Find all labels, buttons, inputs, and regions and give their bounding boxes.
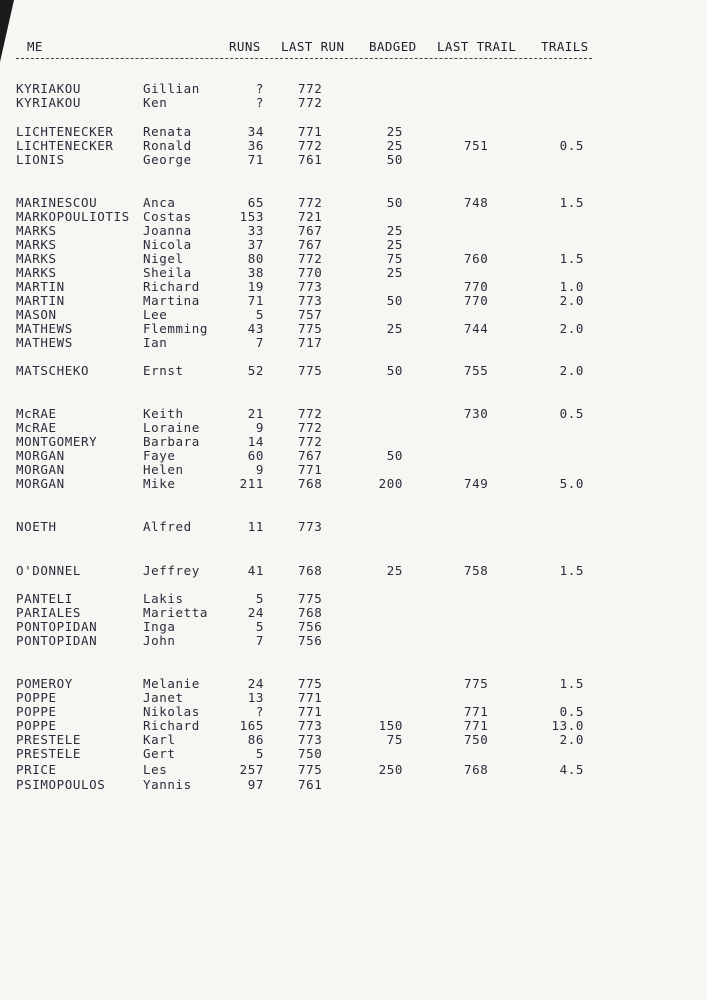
table-row <box>0 280 707 294</box>
last-trail-cell: 758 <box>464 563 489 578</box>
last-trail-cell: 770 <box>464 293 489 308</box>
first-name-cell: Alfred <box>143 519 192 534</box>
header-last-trail: LAST TRAIL <box>437 39 517 54</box>
table-row <box>0 364 707 378</box>
first-name-cell: Melanie <box>143 676 200 691</box>
table-row <box>0 82 707 96</box>
first-name-cell: Ken <box>143 95 168 110</box>
runs-cell: 60 <box>247 448 264 463</box>
last-name-cell: MASON <box>16 307 57 322</box>
trails-cell: 2.0 <box>559 293 584 308</box>
badged-cell: 25 <box>386 124 403 139</box>
header-last-run: LAST RUN <box>281 39 345 54</box>
runs-cell: 24 <box>247 605 264 620</box>
runs-cell: 211 <box>239 476 264 491</box>
last-run-cell: 761 <box>298 777 323 792</box>
runs-cell: 257 <box>239 762 264 777</box>
last-trail-cell: 744 <box>464 321 489 336</box>
last-trail-cell: 771 <box>464 718 489 733</box>
table-row <box>0 620 707 634</box>
last-run-cell: 761 <box>298 152 323 167</box>
last-name-cell: POPPE <box>16 704 57 719</box>
runs-cell: 80 <box>247 251 264 266</box>
last-trail-cell: 749 <box>464 476 489 491</box>
last-name-cell: POMEROY <box>16 676 73 691</box>
first-name-cell: Costas <box>143 209 192 224</box>
last-run-cell: 768 <box>298 605 323 620</box>
last-name-cell: MORGAN <box>16 448 65 463</box>
badged-cell: 75 <box>386 732 403 747</box>
last-name-cell: PRESTELE <box>16 732 82 747</box>
badged-cell: 50 <box>386 448 403 463</box>
last-name-cell: PRESTELE <box>16 746 82 761</box>
last-run-cell: 772 <box>298 195 323 210</box>
first-name-cell: Barbara <box>143 434 200 449</box>
first-name-cell: Marietta <box>143 605 209 620</box>
trails-cell: 1.5 <box>559 676 584 691</box>
last-run-cell: 767 <box>298 223 323 238</box>
last-name-cell: McRAE <box>16 420 57 435</box>
table-row <box>0 96 707 110</box>
badged-cell: 150 <box>378 718 403 733</box>
first-name-cell: Renata <box>143 124 192 139</box>
table-row <box>0 252 707 266</box>
badged-cell: 75 <box>386 251 403 266</box>
last-trail-cell: 768 <box>464 762 489 777</box>
runs-cell: ? <box>255 81 264 96</box>
last-name-cell: MORGAN <box>16 476 65 491</box>
runs-cell: 41 <box>247 563 264 578</box>
last-run-cell: 773 <box>298 279 323 294</box>
last-name-cell: MARINESCOU <box>16 195 98 210</box>
badged-cell: 50 <box>386 293 403 308</box>
badged-cell: 50 <box>386 152 403 167</box>
table-row <box>0 322 707 336</box>
first-name-cell: Karl <box>143 732 176 747</box>
runs-cell: ? <box>255 95 264 110</box>
runs-cell: 38 <box>247 265 264 280</box>
runs-cell: 97 <box>247 777 264 792</box>
runs-cell: 19 <box>247 279 264 294</box>
last-run-cell: 773 <box>298 718 323 733</box>
last-name-cell: MARKS <box>16 237 57 252</box>
trails-cell: 13.0 <box>551 718 584 733</box>
runs-cell: 9 <box>255 462 264 477</box>
badged-cell: 25 <box>386 265 403 280</box>
badged-cell: 25 <box>386 223 403 238</box>
runs-cell: 24 <box>247 676 264 691</box>
first-name-cell: Ernst <box>143 363 184 378</box>
first-name-cell: Mike <box>143 476 176 491</box>
last-run-cell: 756 <box>298 633 323 648</box>
runs-cell: 5 <box>255 591 264 606</box>
table-row <box>0 763 707 777</box>
first-name-cell: Jeffrey <box>143 563 200 578</box>
last-run-cell: 771 <box>298 462 323 477</box>
last-run-cell: 767 <box>298 237 323 252</box>
trails-cell: 1.5 <box>559 563 584 578</box>
last-trail-cell: 750 <box>464 732 489 747</box>
table-row <box>0 308 707 322</box>
runs-cell: 7 <box>255 633 264 648</box>
last-run-cell: 757 <box>298 307 323 322</box>
last-run-cell: 756 <box>298 619 323 634</box>
last-run-cell: 772 <box>298 81 323 96</box>
first-name-cell: Les <box>143 762 168 777</box>
first-name-cell: Helen <box>143 462 184 477</box>
table-row <box>0 520 707 534</box>
runs-cell: 43 <box>247 321 264 336</box>
first-name-cell: John <box>143 633 176 648</box>
last-run-cell: 771 <box>298 690 323 705</box>
runs-cell: 65 <box>247 195 264 210</box>
table-header <box>0 39 707 57</box>
first-name-cell: Gillian <box>143 81 200 96</box>
table-row <box>0 139 707 153</box>
badged-cell: 50 <box>386 363 403 378</box>
last-name-cell: MATSCHEKO <box>16 363 90 378</box>
table-row <box>0 224 707 238</box>
badged-cell: 25 <box>386 237 403 252</box>
last-trail-cell: 771 <box>464 704 489 719</box>
last-name-cell: MATHEWS <box>16 335 73 350</box>
table-row <box>0 733 707 747</box>
badged-cell: 200 <box>378 476 403 491</box>
runs-cell: 33 <box>247 223 264 238</box>
last-run-cell: 773 <box>298 519 323 534</box>
last-name-cell: POPPE <box>16 718 57 733</box>
runs-cell: 5 <box>255 746 264 761</box>
first-name-cell: Richard <box>143 279 200 294</box>
table-row <box>0 238 707 252</box>
first-name-cell: Martina <box>143 293 200 308</box>
table-row <box>0 677 707 691</box>
runs-cell: 86 <box>247 732 264 747</box>
header-runs: RUNS <box>229 39 261 54</box>
last-run-cell: 772 <box>298 138 323 153</box>
trails-cell: 1.5 <box>559 195 584 210</box>
table-row <box>0 747 707 761</box>
header-name: ME <box>27 39 43 54</box>
runs-cell: 34 <box>247 124 264 139</box>
last-name-cell: MARKOPOULIOTIS <box>16 209 130 224</box>
table-row <box>0 266 707 280</box>
last-trail-cell: 751 <box>464 138 489 153</box>
table-row <box>0 719 707 733</box>
last-run-cell: 750 <box>298 746 323 761</box>
last-run-cell: 773 <box>298 293 323 308</box>
runs-cell: 11 <box>247 519 264 534</box>
first-name-cell: Inga <box>143 619 176 634</box>
first-name-cell: Loraine <box>143 420 200 435</box>
table-row <box>0 153 707 167</box>
runs-cell: 52 <box>247 363 264 378</box>
table-row <box>0 634 707 648</box>
badged-cell: 25 <box>386 321 403 336</box>
last-run-cell: 775 <box>298 676 323 691</box>
runs-cell: 9 <box>255 420 264 435</box>
last-name-cell: PONTOPIDAN <box>16 619 98 634</box>
last-name-cell: MONTGOMERY <box>16 434 98 449</box>
last-name-cell: MARTIN <box>16 293 65 308</box>
last-name-cell: KYRIAKOU <box>16 95 82 110</box>
last-run-cell: 767 <box>298 448 323 463</box>
table-row <box>0 407 707 421</box>
first-name-cell: Nikolas <box>143 704 200 719</box>
last-trail-cell: 770 <box>464 279 489 294</box>
last-run-cell: 772 <box>298 251 323 266</box>
table-row <box>0 691 707 705</box>
first-name-cell: Nigel <box>143 251 184 266</box>
table-row <box>0 564 707 578</box>
header-rule <box>16 58 592 59</box>
runs-cell: 36 <box>247 138 264 153</box>
last-trail-cell: 760 <box>464 251 489 266</box>
first-name-cell: Lakis <box>143 591 184 606</box>
first-name-cell: Sheila <box>143 265 192 280</box>
runs-cell: 5 <box>255 307 264 322</box>
first-name-cell: Flemming <box>143 321 209 336</box>
last-run-cell: 772 <box>298 95 323 110</box>
trails-cell: 1.5 <box>559 251 584 266</box>
last-name-cell: MARTIN <box>16 279 65 294</box>
runs-cell: 7 <box>255 335 264 350</box>
runs-cell: 165 <box>239 718 264 733</box>
runs-cell: 71 <box>247 152 264 167</box>
first-name-cell: Faye <box>143 448 176 463</box>
last-run-cell: 771 <box>298 124 323 139</box>
last-run-cell: 773 <box>298 732 323 747</box>
trails-cell: 0.5 <box>559 406 584 421</box>
table-row <box>0 294 707 308</box>
last-name-cell: MATHEWS <box>16 321 73 336</box>
last-run-cell: 772 <box>298 434 323 449</box>
first-name-cell: Ian <box>143 335 168 350</box>
header-badged: BADGED <box>369 39 417 54</box>
last-name-cell: PSIMOPOULOS <box>16 777 106 792</box>
last-name-cell: LICHTENECKER <box>16 124 114 139</box>
last-name-cell: LICHTENECKER <box>16 138 114 153</box>
last-name-cell: PONTOPIDAN <box>16 633 98 648</box>
header-trails: TRAILS <box>541 39 589 54</box>
table-row <box>0 336 707 350</box>
last-run-cell: 772 <box>298 406 323 421</box>
last-run-cell: 772 <box>298 420 323 435</box>
badged-cell: 50 <box>386 195 403 210</box>
badged-cell: 25 <box>386 563 403 578</box>
table-row <box>0 477 707 491</box>
table-row <box>0 592 707 606</box>
runs-cell: 13 <box>247 690 264 705</box>
last-name-cell: NOETH <box>16 519 57 534</box>
last-name-cell: O'DONNEL <box>16 563 82 578</box>
last-trail-cell: 775 <box>464 676 489 691</box>
trails-cell: 2.0 <box>559 732 584 747</box>
last-name-cell: LIONIS <box>16 152 65 167</box>
last-run-cell: 768 <box>298 476 323 491</box>
trails-cell: 5.0 <box>559 476 584 491</box>
first-name-cell: Joanna <box>143 223 192 238</box>
last-run-cell: 768 <box>298 563 323 578</box>
table-row <box>0 463 707 477</box>
first-name-cell: Janet <box>143 690 184 705</box>
trails-cell: 2.0 <box>559 321 584 336</box>
first-name-cell: Yannis <box>143 777 192 792</box>
last-run-cell: 771 <box>298 704 323 719</box>
trails-cell: 2.0 <box>559 363 584 378</box>
runs-cell: 14 <box>247 434 264 449</box>
badged-cell: 250 <box>378 762 403 777</box>
first-name-cell: Ronald <box>143 138 192 153</box>
last-trail-cell: 755 <box>464 363 489 378</box>
last-run-cell: 775 <box>298 321 323 336</box>
table-row <box>0 125 707 139</box>
last-name-cell: MARKS <box>16 223 57 238</box>
last-trail-cell: 730 <box>464 406 489 421</box>
last-name-cell: POPPE <box>16 690 57 705</box>
table-row <box>0 606 707 620</box>
last-run-cell: 717 <box>298 335 323 350</box>
runs-cell: 5 <box>255 619 264 634</box>
runs-cell: 153 <box>239 209 264 224</box>
last-run-cell: 770 <box>298 265 323 280</box>
last-name-cell: KYRIAKOU <box>16 81 82 96</box>
last-name-cell: McRAE <box>16 406 57 421</box>
trails-cell: 0.5 <box>559 138 584 153</box>
last-run-cell: 775 <box>298 762 323 777</box>
last-name-cell: MARKS <box>16 251 57 266</box>
last-run-cell: 775 <box>298 591 323 606</box>
trails-cell: 0.5 <box>559 704 584 719</box>
last-name-cell: PARIALES <box>16 605 82 620</box>
table-row <box>0 778 707 792</box>
last-name-cell: MARKS <box>16 265 57 280</box>
last-trail-cell: 748 <box>464 195 489 210</box>
first-name-cell: Gert <box>143 746 176 761</box>
table-row <box>0 210 707 224</box>
first-name-cell: Richard <box>143 718 200 733</box>
runs-cell: ? <box>255 704 264 719</box>
last-name-cell: PANTELI <box>16 591 73 606</box>
first-name-cell: Keith <box>143 406 184 421</box>
last-run-cell: 775 <box>298 363 323 378</box>
runs-cell: 37 <box>247 237 264 252</box>
first-name-cell: George <box>143 152 192 167</box>
runs-cell: 71 <box>247 293 264 308</box>
table-row <box>0 196 707 210</box>
trails-cell: 1.0 <box>559 279 584 294</box>
last-run-cell: 721 <box>298 209 323 224</box>
first-name-cell: Nicola <box>143 237 192 252</box>
table-row <box>0 449 707 463</box>
table-row <box>0 435 707 449</box>
badged-cell: 25 <box>386 138 403 153</box>
last-name-cell: MORGAN <box>16 462 65 477</box>
runs-cell: 21 <box>247 406 264 421</box>
trails-cell: 4.5 <box>559 762 584 777</box>
first-name-cell: Anca <box>143 195 176 210</box>
last-name-cell: PRICE <box>16 762 57 777</box>
first-name-cell: Lee <box>143 307 168 322</box>
table-row <box>0 705 707 719</box>
table-row <box>0 421 707 435</box>
